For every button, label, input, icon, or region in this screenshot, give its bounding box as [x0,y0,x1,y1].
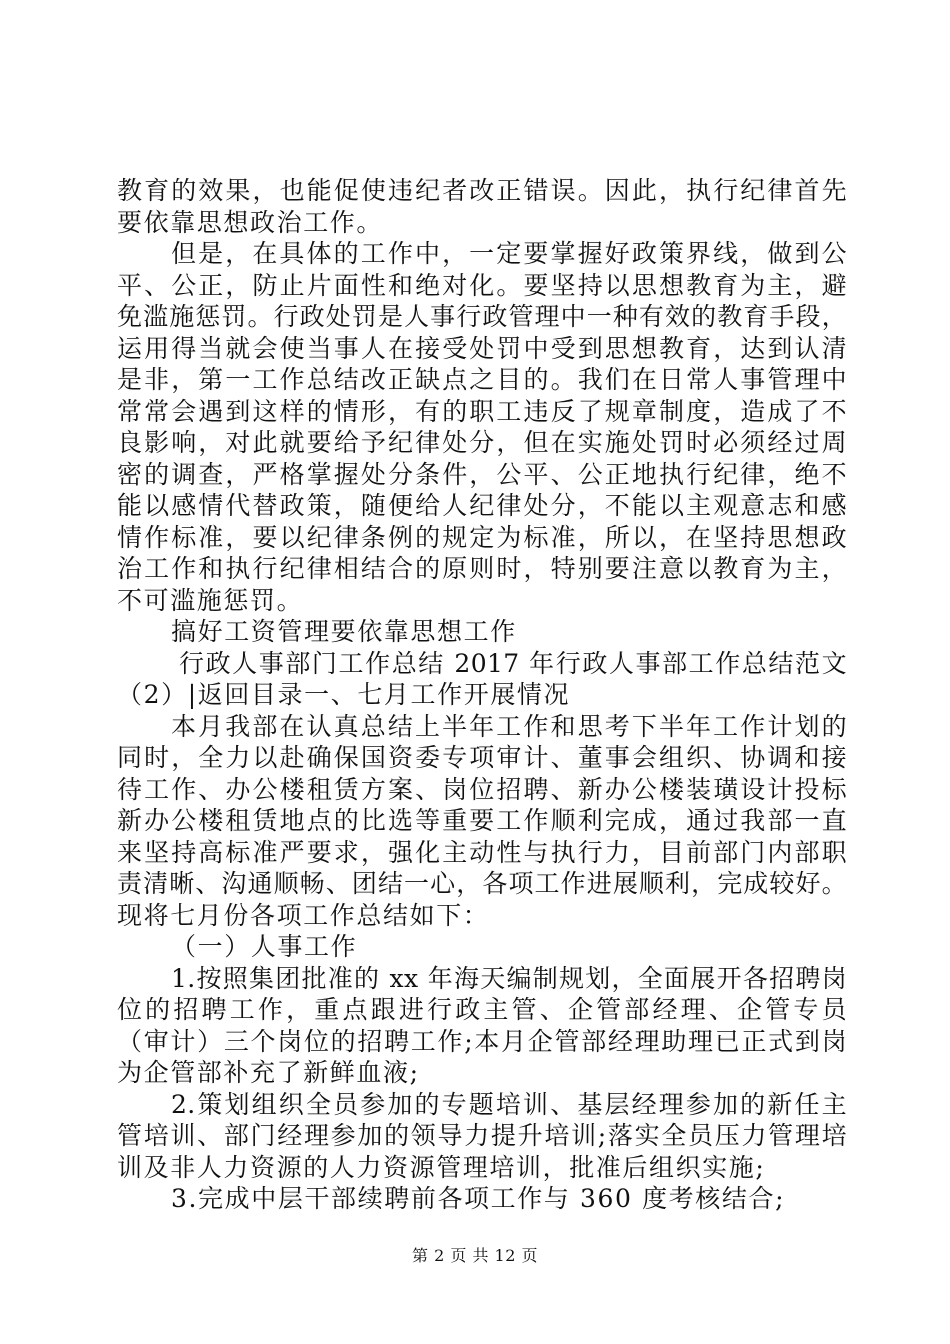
list-item-start-line: 3.完成中层干部续聘前各项工作与 360 度考核结合; [171,1184,786,1213]
text-line: 良影响，对此就要给予纪律处分，但在实施处罚时必须经过周 [117,428,847,457]
text-line: 责清晰、沟通顺畅、团结一心，各项工作进展顺利，完成较好。 [117,869,847,898]
section-heading: 搞好工资管理要依靠思想工作 [171,617,517,646]
document-body [117,175,847,1215]
section-title-line: 行政人事部门工作总结 2017 年行政人事部工作总结范文 [179,648,847,678]
text-line: 平、公正，防止片面性和绝对化。要坚持以思想教育为主，避 [117,270,847,300]
text-line: 现将七月份各项工作总结如下： [117,900,490,930]
paragraph-start-line: 但是，在具体的工作中，一定要掌握好政策界线，做到公 [171,239,847,268]
text-line: 常常会遇到这样的情形，有的职工违反了规章制度，造成了不 [117,396,847,426]
section-title-line: （2）|返回目录一、七月工作开展情况 [117,680,571,709]
list-item-start-line: 1.按照集团批准的 xx 年海天编制规划，全面展开各招聘岗 [171,963,847,993]
text-line: 不可滥施惩罚。 [117,585,304,615]
list-item-start-line: 2.策划组织全员参加的专题培训、基层经理参加的新任主 [171,1089,847,1119]
text-line: 要依靠思想政治工作。 [117,207,384,237]
text-line: 待工作、办公楼租赁方案、岗位招聘、新办公楼装璜设计投标 [117,774,847,804]
text-line: （审计）三个岗位的招聘工作;本月企管部经理助理已正式到岗 [117,1026,847,1056]
text-line: 免滥施惩罚。行政处罚是人事行政管理中一种有效的教育手段， [117,302,847,331]
subsection-heading: （一）人事工作 [171,932,358,961]
text-line: 同时，全力以赴确保国资委专项审计、董事会组织、协调和接 [117,743,847,772]
text-line: 来坚持高标准严要求，强化主动性与执行力，目前部门内部职 [117,837,847,867]
text-line: 为企管部补充了新鲜血液; [117,1058,420,1087]
text-line: 训及非人力资源的人力资源管理培训，批准后组织实施; [117,1152,766,1182]
text-line: 是非，第一工作总结改正缺点之目的。我们在日常人事管理中 [117,365,847,394]
text-line: 运用得当就会使当事人在接受处罚中受到思想教育，达到认清 [117,333,847,363]
text-line: 治工作和执行纪律相结合的原则时，特别要注意以教育为主， [117,554,847,583]
text-line: 管培训、部门经理参加的领导力提升培训;落实全员压力管理培 [117,1121,847,1150]
page-number-footer: 第 2 页 共 12 页 [412,1246,538,1265]
text-line: 能以感情代替政策，随便给人纪律处分，不能以主观意志和感 [117,491,847,520]
text-line: 位的招聘工作，重点跟进行政主管、企管部经理、企管专员 [117,995,847,1024]
paragraph-start-line: 本月我部在认真总结上半年工作和思考下半年工作计划的 [171,711,847,741]
text-line: 密的调查，严格掌握处分条件，公平、公正地执行纪律，绝不 [117,459,847,489]
text-line: 新办公楼租赁地点的比选等重要工作顺利完成，通过我部一直 [117,806,847,835]
text-line: 情作标准，要以纪律条例的规定为标准，所以，在坚持思想政 [117,522,847,552]
text-line: 教育的效果，也能促使违纪者改正错误。因此，执行纪律首先 [117,176,847,205]
